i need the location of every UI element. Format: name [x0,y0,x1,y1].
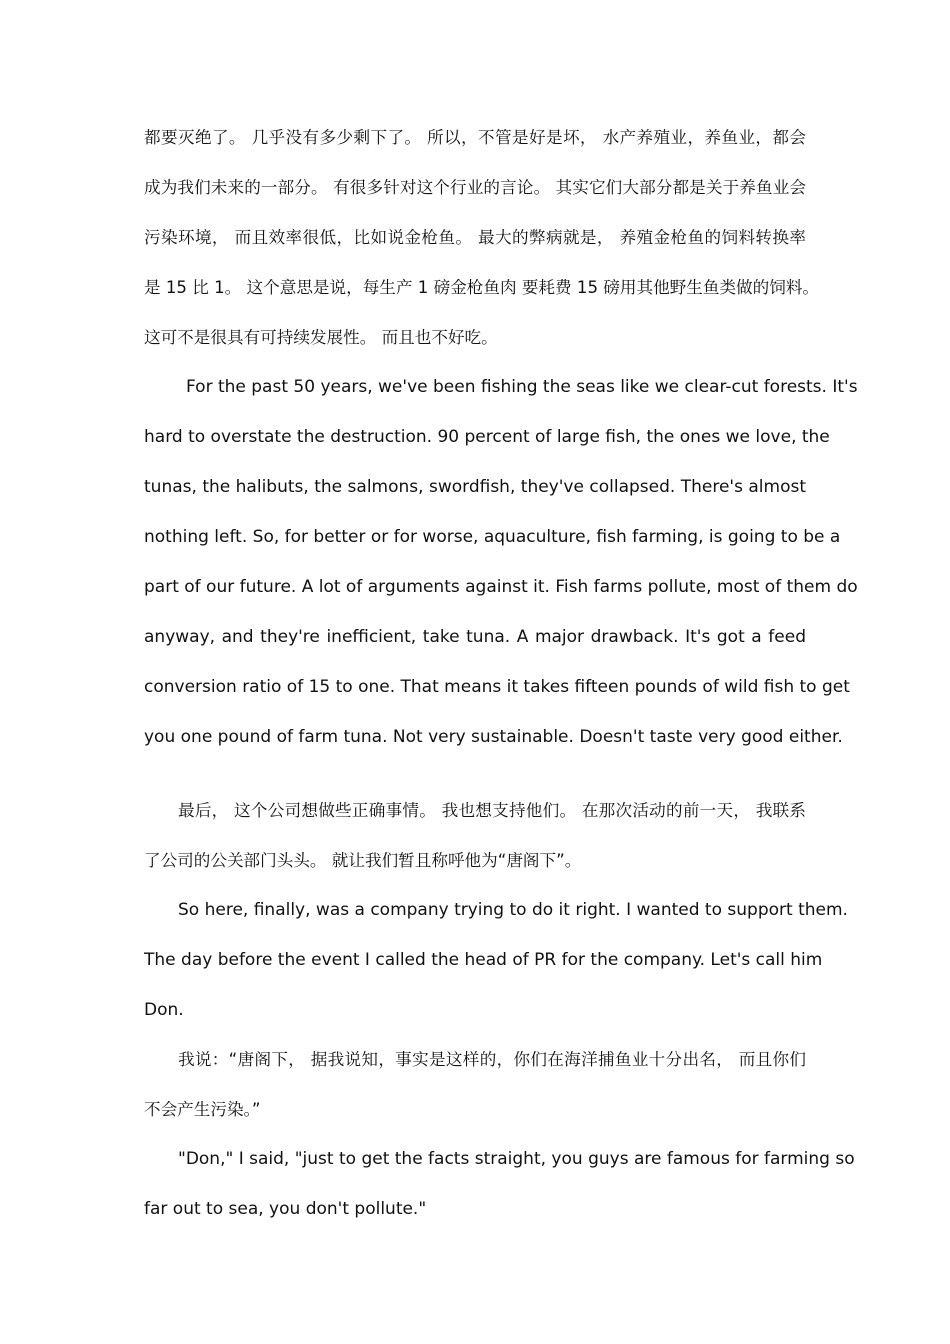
text-line: 这可不是很具有可持续发展性。 而且也不好吃。 [144,328,498,347]
text-line: The day before the event I called the head of PR for the company. Let's call him [144,950,823,970]
text-line: 都要灭绝了。 几乎没有多少剩下了。 所以，不管是好是坏， 水产养殖业，养鱼业，都会 [144,128,806,147]
text-line: tunas, the halibuts, the salmons, swordfish, they've collapsed. There's almost [144,477,806,497]
text-line: you one pound of farm tuna. Not very sustainable. Doesn't taste very good either. [144,727,843,747]
text-line: anyway, and they're inefficient, take tuna. A major drawback. It's got a feed [144,627,806,647]
text-line: 成为我们未来的一部分。 有很多针对这个行业的言论。 其实它们大部分都是关于养鱼业会 [144,178,806,197]
text-line: So here, finally, was a company trying to do it right. I wanted to support them. [178,900,848,920]
text-line: nothing left. So, for better or for worse, aquaculture, fish farming, is going to be a [144,527,841,547]
text-line: Don. [144,1000,184,1020]
text-line: 是 15 比 1。 这个意思是说，每生产 1 磅金枪鱼肉 要耗费 15 磅用其他野生鱼类做的饲料。 [144,278,820,297]
text-line: 不会产生污染。” [144,1100,261,1119]
text-line: far out to sea, you don't pollute." [144,1199,427,1219]
text-line: 了公司的公关部门头头。 就让我们暂且称呼他为“唐阁下”。 [144,851,582,870]
text-line: conversion ratio of 15 to one. That means it takes fifteen pounds of wild fish to get [144,677,850,697]
text-line: 最后， 这个公司想做些正确事情。 我也想支持他们。 在那次活动的前一天， 我联系 [178,801,806,820]
text-line: For the past 50 years, we've been fishing the seas like we clear-cut forests. It's [186,377,858,397]
text-line: part of our future. A lot of arguments against it. Fish farms pollute, most of them do [144,577,858,597]
text-line: "Don," I said, "just to get the facts straight, you guys are famous for farming so [178,1149,855,1169]
text-line: hard to overstate the destruction. 90 percent of large fish, the ones we love, the [144,427,830,447]
text-line: 污染环境， 而且效率很低，比如说金枪鱼。 最大的弊病就是， 养殖金枪鱼的饲料转换率 [144,228,806,247]
text-line: 我说：“唐阁下， 据我说知，事实是这样的，你们在海洋捕鱼业十分出名， 而且你们 [178,1050,806,1069]
